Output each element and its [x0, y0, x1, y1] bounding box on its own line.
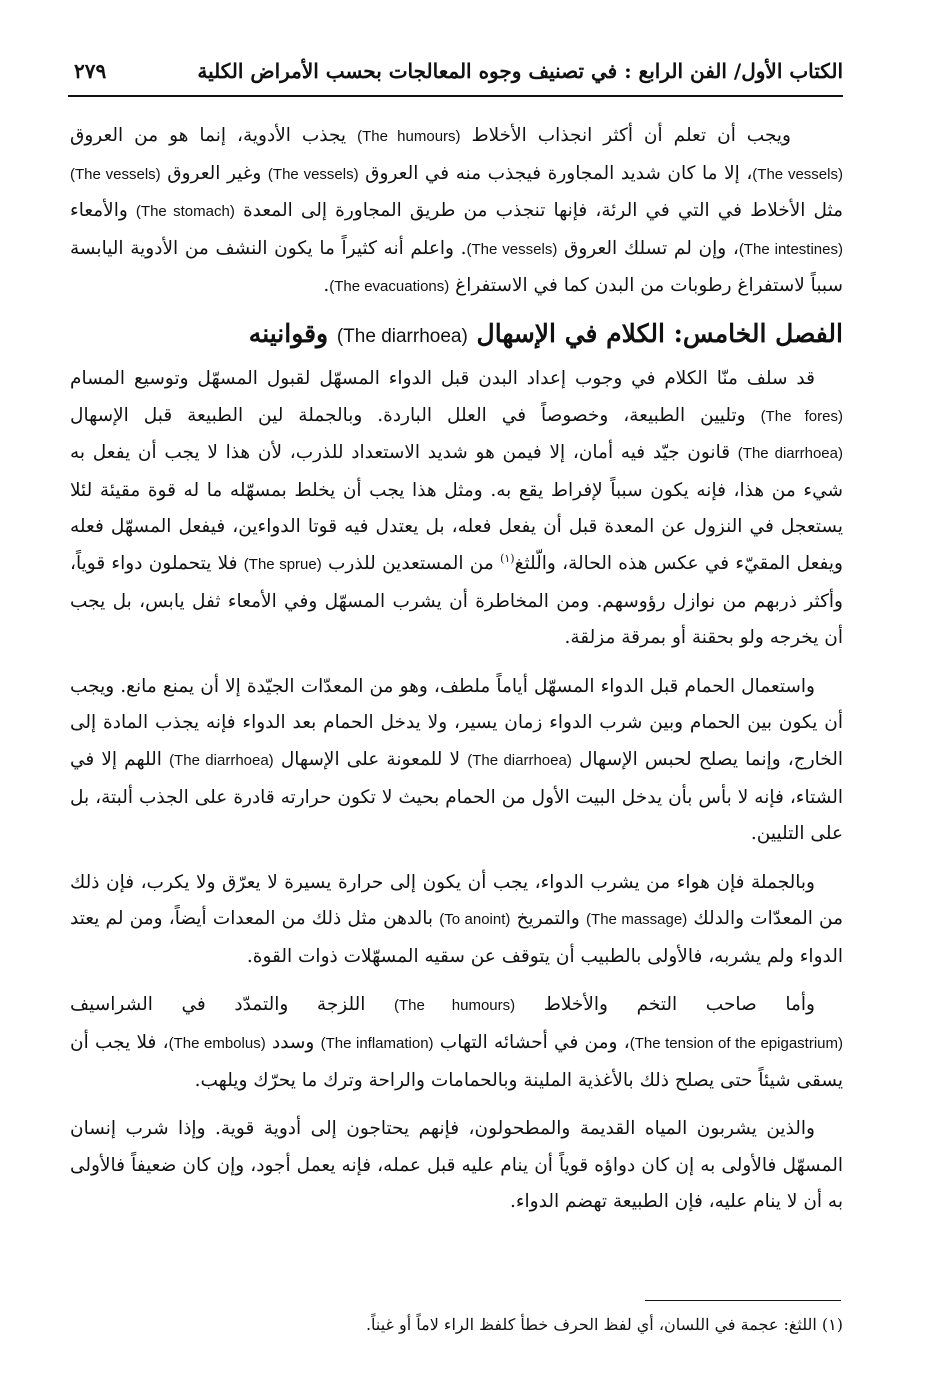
- english-term: (The vessels): [70, 165, 161, 183]
- footnote-divider: [645, 1300, 841, 1301]
- english-term: (The diarrhoea): [467, 751, 572, 769]
- section-title-end: وقوانينه: [248, 318, 329, 348]
- text-run: واستعمال الحمام قبل الدواء المسهّل أياماً ملطف، وهو من المعدّات الجيّدة إلا أن يمنع مانع. ويجب أن يكون بين الحمام وبين شرب الدواء زمان يسير، ولا يدخل الحمام بعد الدواء فإنه يجذب المادة إلى الخارج، وإنما يصلح لحبس الإسهال: [70, 675, 843, 770]
- header-title: الكتاب الأول/ الفن الرابع : في تصنيف وجوه المعالجات بحسب الأمراض الكلية: [197, 59, 843, 83]
- intro-paragraph: [70, 118, 843, 306]
- paragraph-diarrhoea-preparation: [70, 361, 843, 657]
- page-body: [70, 118, 843, 1221]
- text-run: ، ومن في أحشائه التهاب: [439, 1032, 630, 1054]
- text-run: والذين يشربون المياه القديمة والمطحولون، فإنهم يحتاجون إلى أدوية قوية. وإذا شرب إنسان المسهّل فالأولى به إن كان دواؤه قوياً أن ينام عليه قبل عمله، فإنه يعمل أجود، وإن كان ضعيفاً فالأولى به أن لا ينام عليه، فإن الطبيعة تهضم الدواء.: [70, 1118, 843, 1213]
- running-header: [68, 55, 843, 97]
- text-run: وبالجملة فإن هواء من يشرب الدواء، يجب أن يكون إلى حرارة يسيرة لا يعرّق ولا يكرب، فإن ذلك من المعدّات والدلك: [70, 871, 844, 930]
- paragraph-gap: [70, 853, 843, 865]
- text-run: قد سلف منّا الكلام في وجوب إعداد البدن قبل الدواء المسهّل لقبول المسهّل وتوسيع المسام: [70, 367, 815, 389]
- text-run: ، فلا يجب أن يسقى شيئاً حتى يصلح ذلك بالأغذية الملينة وبالحمامات والراحة وترك ما يحرّك ويلهب.: [70, 1032, 843, 1091]
- text-run: . واعلم أنه كثيراً ما يكون النشف من الأدوية اليابسة سبباً لاستفراغ رطوبات من البدن كما في الاستفراغ: [70, 237, 843, 297]
- section-title-arabic: الفصل الخامس: الكلام في الإسهال: [476, 318, 843, 348]
- english-term: (The inflamation): [320, 1035, 434, 1053]
- english-term: (The humours): [357, 128, 461, 145]
- footnote-text: اللثغ: عجمة في اللسان، أي لفظ الحرف خطأ كلفظ الراء لاماً أو غيناً.: [365, 1315, 817, 1334]
- paragraph-gap: [70, 975, 843, 987]
- english-term: (The embolus): [168, 1035, 266, 1053]
- text-run: وغير العروق: [167, 162, 262, 184]
- english-term: (The evacuations): [329, 278, 450, 296]
- text-run: اللزجة والتمدّد في الشراسيف: [70, 994, 366, 1016]
- text-run: بالدهن مثل ذلك من المعدات أيضاً، ومن لم يعتد الدواء ولم يشربه، فالأولى بالطبيب أن يتوقف عن سقيه المسهّلات ذوات القوة.: [70, 908, 843, 967]
- paragraph-indigestion: [70, 987, 843, 1099]
- english-term: (The massage): [586, 911, 688, 929]
- section-title-english: (The diarrhoea): [336, 325, 468, 347]
- english-term: (The vessels): [466, 240, 558, 258]
- text-run: اللهم إلا في الشتاء، فإنه لا بأس بأن يدخل البيت الأول من الحمام بحيث لا تكون حرارته قادرة على الجذب ألبتة، بل على التليين.: [70, 748, 843, 845]
- english-term: (The sprue): [243, 555, 322, 573]
- paragraph-bath: [70, 669, 843, 853]
- text-run: من المستعدين للذرب: [328, 552, 494, 574]
- text-run: لا للمعونة على الإسهال: [280, 748, 461, 770]
- paragraph-gap: [70, 657, 843, 669]
- english-term: (The stomach): [135, 203, 235, 221]
- english-term: (The vessels): [267, 165, 359, 183]
- section-heading: [70, 312, 843, 359]
- english-term: (To anoint): [439, 911, 511, 929]
- english-term: (The diarrhoea): [169, 751, 274, 769]
- paragraph-gap: [70, 1099, 843, 1111]
- english-term: (The fores): [760, 407, 843, 425]
- footnote-number: (١): [821, 1315, 843, 1334]
- text-run: ، وإن لم تسلك العروق: [564, 237, 739, 259]
- english-term: (The vessels): [752, 165, 843, 183]
- english-term: (The tension of the epigastrium): [629, 1035, 843, 1053]
- text-run: ويجب أن تعلم أن أكثر انجذاب الأخلاط: [471, 125, 791, 146]
- text-run: ، إلا ما كان شديد المجاورة فيجذب منه في العروق: [365, 162, 753, 184]
- text-run: وأما صاحب التخم والأخلاط: [543, 994, 815, 1016]
- english-term: (The humours): [394, 997, 516, 1015]
- english-term: (The intestines): [738, 240, 843, 258]
- footnote: [83, 1312, 843, 1338]
- text-run: قانون جيّد فيه أمان، إلا فيمن هو شديد الاستعداد للذرب، لأن هذا لا يجب أن يفعل به شيء من هذا، فإنه يكون سبباً لإفراط يقع به. ومثل هذا يجب أن يخلط بمسهّله ما له قوة مقيئة لئلا يستعجل في النزول عن المعدة قبل أن يفعل فعله، بل يعتدل فيه قوتا الدواءين، فيفعل المسهّل فعله ويفعل المقيّء في عكس هذه الحالة، والّلثغ: [70, 442, 843, 574]
- paragraph-strong-medicines: [70, 1111, 843, 1221]
- text-run: .: [323, 275, 330, 297]
- footnote-reference: (١): [500, 551, 515, 565]
- paragraph-air-and-massage: [70, 865, 843, 976]
- page-number: ٢٧٩: [74, 59, 107, 83]
- text-run: مثل الأخلاط في التي في الرئة، فإنها تنجذب من طريق المجاورة إلى المعدة: [242, 200, 843, 222]
- text-run: فلا يتحملون دواء قوياً، وأكثر ذربهم من نوازل رؤوسهم. ومن المخاطرة أن يشرب المسهّل وفي الأمعاء ثفل يابس، بل يجب أن يخرجه ولو بحقنة أو بمرقة مزلقة.: [70, 552, 843, 649]
- text-run: والأمعاء: [70, 200, 128, 222]
- text-run: والتمريخ: [516, 908, 580, 930]
- english-term: (The diarrhoea): [737, 445, 843, 463]
- text-run: وسدد: [271, 1032, 315, 1054]
- text-run: يجذب الأدوية، إنما هو من العروق: [70, 125, 347, 146]
- text-run: وتليين الطبيعة، وخصوصاً في العلل الباردة. وبالجملة لين الطبيعة قبل الإسهال: [70, 404, 746, 426]
